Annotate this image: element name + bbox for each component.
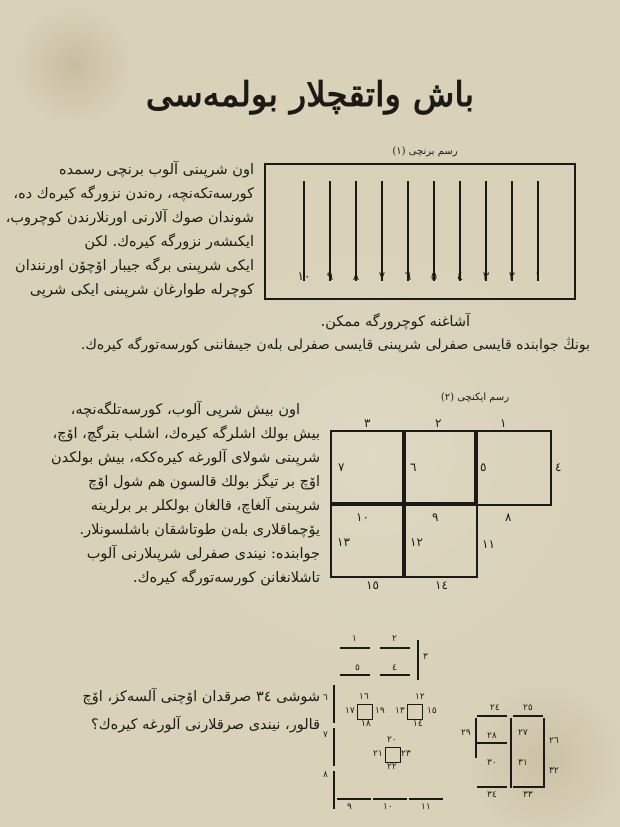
match-number: ٨	[505, 510, 512, 524]
figure3-matchsticks	[325, 630, 610, 820]
stick-number: ٥	[430, 269, 438, 283]
stick-number: ١٠	[297, 269, 311, 283]
match-number: ٧	[323, 730, 328, 740]
small-square	[357, 704, 373, 720]
match-number: ٩	[347, 802, 352, 812]
problem1-text	[5, 158, 254, 302]
problem1-line: اون شرپىنى آلوب برنچى رسمدە	[59, 162, 254, 178]
problem2-line: شرپىنى شولاى آلورغە كيرەككە، بيش بولكدن	[51, 450, 320, 466]
stick-number: ٧	[378, 269, 386, 283]
problem3-line: شوشى ٣٤ صرقدان اۆچنى آلسەكز، اۆچ	[82, 689, 320, 705]
match-number: ١٤	[435, 578, 448, 592]
match-number: ٢٦	[549, 736, 559, 746]
matchstick	[485, 181, 487, 281]
matchstick	[417, 640, 419, 680]
match-number: ١٢	[415, 692, 425, 702]
problem2-line: يۆچماقلارى بلەن طوتاشقان باشلسونلار.	[79, 522, 320, 538]
small-square	[385, 747, 401, 763]
matchstick	[543, 718, 545, 788]
match-number: ١٠	[383, 802, 393, 812]
match-number: ٢٢	[387, 762, 397, 772]
problem1-line: ايكى شرپىنى برگە جيبار اۆچۆن اورنندان	[15, 258, 254, 274]
match-number: ١٣	[337, 535, 350, 549]
match-number: ٣٣	[523, 790, 533, 800]
match-number: ٤	[555, 460, 562, 474]
matchstick	[537, 181, 539, 281]
problem2-line: بيش بولك اشلرگە كيرەك، اشلب بترگچ، اۆچ،	[52, 426, 320, 442]
match-number: ٣١	[518, 758, 528, 768]
problem2-line: شرپىنى آلغاچ، قالغان بولكلر بر برلرينه	[90, 498, 320, 514]
match-number: ٣	[423, 652, 428, 662]
problem3-line: قالور، نيندى صرقلارنى آلورغە كيرەك؟	[91, 717, 320, 733]
figure2-caption: رسم ايكنچى (٢)	[440, 392, 510, 403]
problem1-line: آشاغنە كوچرورگە ممكن.	[320, 314, 470, 330]
match-number: ٢	[435, 416, 442, 430]
matchstick	[373, 798, 407, 800]
match-number: ١٢	[410, 535, 423, 549]
match-number: ١	[500, 416, 507, 430]
match-number: ٨	[323, 770, 328, 780]
match-number: ٤	[392, 663, 397, 673]
matchstick	[513, 786, 543, 788]
page-title: باش واتقچلار بولمەسى	[145, 75, 475, 115]
problem1-line: شوندان صوك آلارنى اورنلارندن كوچروب،	[5, 210, 254, 226]
match-number: ١٦	[359, 692, 369, 702]
match-number: ٢٩	[461, 728, 471, 738]
matchstick	[329, 181, 331, 281]
problem1-line: بونڭ جوابندە قايسى صفرلى شرپىنى قايسى صفرلى بلەن جيىفاننى كورسەتورگە كيرەك.	[80, 337, 590, 353]
matchstick	[407, 181, 409, 281]
stick-number: ٤	[456, 269, 464, 283]
problem2-line: تاشلانغانن كورسەتورگە كيرەك.	[133, 570, 320, 586]
figure2-grid	[330, 430, 552, 578]
matchstick	[477, 715, 507, 717]
problem2-line: جوابندە: نيندى صفرلى شرپىلارنى آلوب	[86, 546, 320, 562]
problem2-line: اۆچ بر تيگز بولك قالسون هم شول اۆچ	[88, 474, 320, 490]
match-number: ٣٤	[487, 790, 497, 800]
problem1-line: ايكىشەر نزورگە كيرەك. لكن	[84, 234, 254, 250]
match-number: ٢٣	[401, 749, 411, 759]
stick-number: ٨	[352, 269, 360, 283]
match-number: ١٩	[375, 706, 385, 716]
matchstick	[380, 647, 410, 649]
match-number: ٢٥	[523, 703, 533, 713]
matchstick	[303, 181, 305, 281]
matchstick	[477, 742, 507, 744]
matchstick	[333, 728, 335, 766]
matchstick	[477, 786, 507, 788]
match-number: ١٤	[413, 719, 423, 729]
stick-number: ٢	[508, 269, 516, 283]
problem1-line: كوچرلە طوارغان شرپىنى ايكى شرپى	[29, 282, 254, 298]
match-number: ٦	[323, 693, 328, 703]
matchstick	[333, 685, 335, 723]
figure1-matchsticks	[264, 163, 576, 300]
figure1-caption: رسم برنچى (١)	[392, 146, 458, 157]
match-number: ٥	[480, 460, 487, 474]
matchstick	[381, 181, 383, 281]
match-number: ٦	[410, 460, 417, 474]
problem2-line: اون بيش شرپى آلوب، كورسەتلگەنچە،	[70, 402, 300, 418]
matchstick	[511, 181, 513, 281]
matchstick	[459, 181, 461, 281]
problem1-line: كورسەتكەنچە، رەندن نزورگە كيرەك دە،	[13, 186, 254, 202]
matchstick	[355, 181, 357, 281]
match-number: ٣	[364, 416, 371, 430]
match-number: ٢١	[373, 749, 383, 759]
match-number: ١٠	[356, 510, 369, 524]
problem3-text	[40, 683, 320, 739]
match-number: ١٨	[361, 719, 371, 729]
problem2-text	[40, 398, 320, 590]
match-number: ٣٠	[487, 758, 497, 768]
match-number: ٢٠	[387, 735, 397, 745]
match-number: ١٥	[427, 706, 437, 716]
match-number: ٥	[355, 663, 360, 673]
matchstick	[340, 674, 370, 676]
match-number: ٢٨	[487, 731, 497, 741]
stick-number: ٣	[482, 269, 490, 283]
match-number: ٧	[338, 460, 345, 474]
match-number: ٢	[392, 634, 397, 644]
match-number: ٢٧	[518, 728, 528, 738]
matchstick	[340, 647, 370, 649]
matchstick	[433, 181, 435, 281]
match-number: ٣٢	[549, 766, 559, 776]
match-number: ١١	[482, 537, 495, 551]
match-number: ٩	[432, 510, 439, 524]
stick-number: ١	[534, 269, 542, 283]
small-square	[407, 704, 423, 720]
matchstick	[513, 715, 543, 717]
matchstick	[409, 798, 443, 800]
stick-number: ٩	[326, 269, 334, 283]
matchstick	[333, 771, 335, 809]
match-number: ١٧	[345, 706, 355, 716]
match-number: ١	[352, 634, 357, 644]
matchstick	[510, 718, 512, 788]
match-number: ٢٤	[490, 703, 500, 713]
stick-number: ٦	[404, 269, 412, 283]
match-number: ١٥	[366, 578, 379, 592]
matchstick	[380, 674, 410, 676]
match-number: ١١	[421, 802, 431, 812]
match-number: ١٣	[395, 706, 405, 716]
matchstick	[337, 798, 371, 800]
matchstick	[475, 718, 477, 758]
